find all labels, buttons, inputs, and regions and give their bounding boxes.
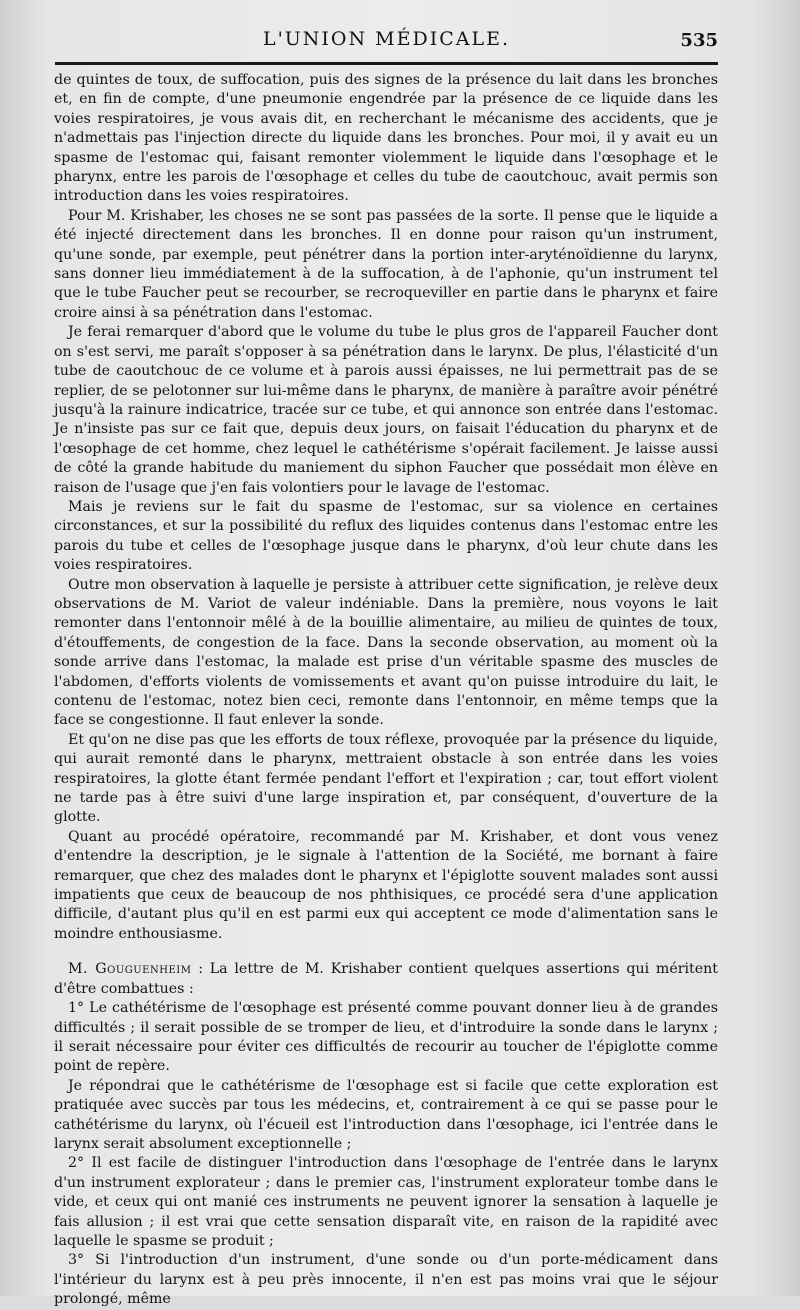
speaker-name: M. Gouguenheim — [68, 961, 192, 978]
paragraph: 1° Le cathétérisme de l'œsophage est présenté comme pouvant donner lieu à de grandes difficultés ; il serait possible de se tromper de lieu, et d'introduire la sonde dans le larynx ; il serait nécessaire pour éviter ces difficultés de recourir au toucher de l'épiglotte comme point de repère. — [54, 1000, 718, 1075]
page-header — [55, 24, 718, 56]
paragraph: 2° Il est facile de distinguer l'introduction dans l'œsophage de l'entrée dans le larynx d'un instrument explorateur ; dans le premier cas, l'instrument explorateur tombe dans le vide, et ceux qui ont manié ces instruments ne peuvent ignorer la sensation à laquelle je fais allusion ; il est vrai que cette sensation disparaît vite, en raison de la rapidité avec laquelle le spasme se produit ; — [54, 1155, 718, 1249]
running-title: L'UNION MÉDICALE. — [262, 28, 511, 50]
paragraph: de quintes de toux, de suffocation, puis des signes de la présence du lait dans les bronches et, en fin de compte, d'une pneumonie engendrée par la présence de ce liquide dans les voies respiratoires, je vous avais dit, en recherchant le mécanisme des accidents, que je n'admettais pas l'injection directe du liquide dans les bronches. Pour moi, il y avait eu un spasme de l'estomac qui, faisant remonter violemment le liquide dans l'œsophage et le pharynx, entre les parois de l'œsophage et celles du tube de caoutchouc, avait permis son introduction dans les voies respiratoires. — [54, 72, 718, 205]
header-rule — [55, 62, 718, 65]
paragraph: Outre mon observation à laquelle je persiste à attribuer cette signification, je relève deux observations de M. Variot de valeur indéniable. Dans la première, nous voyons le lait remonter dans l'entonnoir mêlé à de la bouillie alimentaire, au milieu de quintes de toux, d'étouffements, de congestion de la face. Dans la seconde observation, au moment où la sonde arrive dans l'estomac, la malade est prise d'un véritable spasme des muscles de l'abdomen, d'efforts violents de vomissements et avant qu'on puisse introduire du lait, le contenu de l'estomac, notez bien ceci, remonte dans l'entonnoir, en même temps que la face se congestionne. Il faut enlever la sonde. — [54, 576, 718, 729]
paragraph: Je répondrai que le cathétérisme de l'œsophage est si facile que cette exploration est pratiquée avec succès par tous les médecins, et, contrairement à ce qui se passe pour le cathétérisme du larynx, où l'écueil est l'introduction dans l'œsophage, ici l'entrée dans le larynx serait absolument exceptionnelle ; — [54, 1077, 718, 1152]
page-number: 535 — [680, 30, 718, 51]
speaker-statement: : La lettre de M. Krishaber contient quelques assertions qui méritent d'être combattues : — [54, 961, 718, 997]
paragraph: Quant au procédé opératoire, recommandé par M. Krishaber, et dont vous venez d'entendre la description, je le signale à l'attention de la Société, me bornant à faire remarquer, que chez des malades dont le pharynx et l'épiglotte souvent malades sont aussi impatients que ceux de beaucoup de nos phthisiques, ce procédé sera d'une application difficile, d'autant plus qu'il en est parmi eux qui acceptent ce mode d'alimentation sans le moindre enthousiasme. — [54, 828, 718, 942]
paragraph: Pour M. Krishaber, les choses ne se sont pas passées de la sorte. Il pense que le liquide a été injecté directement dans les bronches. Il en donne pour raison qu'un instrument, qu'une sonde, par exemple, peut pénétrer dans la portion inter-aryténoïdienne du larynx, sans donner lieu immédiatement à de la suffocation, à de l'aphonie, qu'un instrument tel que le tube Faucher peut se recourber, se recroqueviller en partie dans le pharynx et faire croire ainsi à sa pénétration dans l'estomac. — [54, 207, 718, 321]
paragraph: Mais je reviens sur le fait du spasme de l'estomac, sur sa violence en certaines circonstances, et sur la possibilité du reflux des liquides contenus dans l'estomac entre les parois du tube et celles de l'œsophage jusque dans le pharynx, d'où leur chute dans les voies respiratoires. — [54, 498, 718, 574]
paragraph: Et qu'on ne dise pas que les efforts de toux réflexe, provoquée par la présence du liquide, qui aurait remonté dans le pharynx, mettraient obstacle à son entrée dans les voies respiratoires, la glotte étant fermée pendant l'effort et l'expiration ; car, tout effort violent ne tarde pas à être suivi d'une large inspiration et, par conséquent, d'ouverture de la glotte. — [54, 731, 718, 826]
article-body — [54, 71, 718, 1310]
paragraph: 3° Si l'introduction d'un instrument, d'une sonde ou d'un porte-médicament dans l'intérieur du larynx est à peu près innocente, il n'en est pas moins vrai que le séjour prolongé, même — [54, 1252, 718, 1308]
paragraph: Je ferai remarquer d'abord que le volume du tube le plus gros de l'appareil Faucher dont on s'est servi, me paraît s'opposer à sa pénétration dans le larynx. De plus, l'élasticité d'un tube de caoutchouc de ce volume et à parois aussi épaisses, ne lui permettrait pas de se replier, de se pelotonner sur lui-même dans le pharynx, de manière à paraître avoir pénétré jusqu'à la rainure indicatrice, tracée sur ce tube, et qui annonce son entrée dans l'estomac. Je n'insiste pas sur ce fait que, depuis deux jours, on faisait l'éducation du pharynx et de l'œsophage de cet homme, chez lequel le cathétérisme s'opérait facilement. Je laisse aussi de côté la grande habitude du maniement du siphon Faucher que possédait mon élève en raison de l'usage que j'en fais volontiers pour le lavage de l'estomac. — [54, 324, 718, 496]
gouguenheim-intro — [54, 960, 718, 999]
